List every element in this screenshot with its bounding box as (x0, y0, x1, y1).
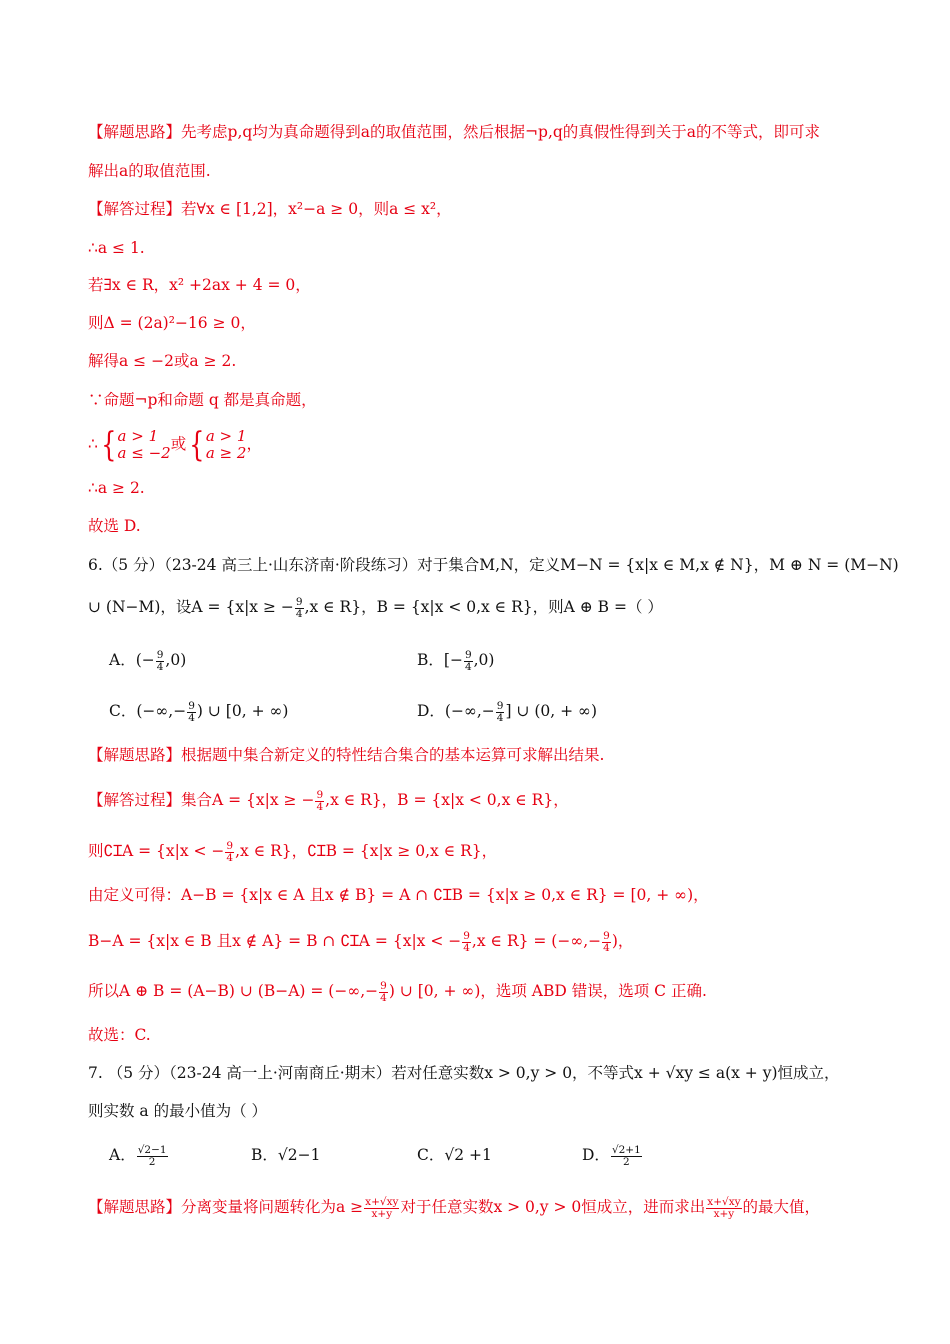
solution6-process-line1: 【解答过程】集合A = {x|x ≥ − $\frac{9}{4}$ ,x ∈ R}，B = {x|x < 0,x ∈ R}， (88, 788, 569, 813)
solution5-since: ∵命题¬p和命题 q 都是真命题， (88, 391, 317, 409)
inequality-system-2: { a > 1 a ≥ 2 (189, 425, 247, 465)
solution5-result: ∴a ≥ 2. (88, 479, 145, 497)
solution5-answer: 故选 D. (88, 517, 141, 535)
q7-option-d[interactable]: D． $\frac{√2+1}{2}$ (582, 1143, 641, 1168)
solution6-conclusion: 所以A ⊕ B = (A−B) ∪ (B−A) = (−∞,− $\frac{9}{4}$ ) ∪ [0, + ∞)，选项 ABD 错误，选项 C 正确. (88, 979, 707, 1004)
solution5-solve: 解得a ≤ −2或a ≥ 2. (88, 352, 237, 370)
q6-option-b[interactable]: B．[− $\frac{9}{4}$ ,0) (417, 648, 495, 673)
solution6-complements: 则∁ꞮA = {x|x < − $\frac{9}{4}$ ,x ∈ R}，∁ꞮB = {x|x ≥ 0,x ∈ R}， (88, 839, 498, 864)
process-label: 【解答过程】 (88, 791, 182, 809)
q7-option-c[interactable]: C．√2 +1 (417, 1146, 492, 1164)
solution5-exists: 若∃x ∈ R，x² +2ax + 4 = 0， (88, 276, 311, 294)
idea-label: 【解题思路】 (88, 1198, 182, 1216)
q6-option-c[interactable]: C．(−∞,− $\frac{9}{4}$ ) ∪ [0, + ∞) (109, 699, 289, 724)
q6-option-d[interactable]: D．(−∞,− $\frac{9}{4}$ ] ∪ (0, + ∞) (417, 699, 598, 724)
solution5-idea-line1: 【解题思路】先考虑p,q均为真命题得到a的取值范围，然后根据¬p,q的真假性得到关于a的不等式，即可求 (88, 123, 821, 141)
q7-option-b[interactable]: B．√2−1 (251, 1146, 321, 1164)
solution5-system: ∴ { a > 1 a ≤ −2 或 { a > 1 a ≥ 2 ， (88, 425, 262, 465)
q6-stem-line2: ∪ (N−M)，设A = {x|x ≥ − $\frac{9}{4}$ ,x ∈ R}，B = {x|x < 0,x ∈ R}，则A ⊕ B =（ ） (88, 595, 663, 620)
q7-option-a[interactable]: A． $\frac{√2-1}{2}$ (109, 1143, 167, 1168)
idea-label: 【解题思路】 (88, 746, 182, 764)
solution6-a-minus-b: 由定义可得：A−B = {x|x ∈ A 且x ∉ B} = A ∩ ∁ꞮB = {x|x ≥ 0,x ∈ R} = [0, + ∞)， (88, 886, 709, 904)
solution6-idea: 【解题思路】根据题中集合新定义的特性结合集合的基本运算可求解出结果. (88, 746, 605, 764)
q6-stem-line1: 6.（5 分）（23-24 高三上·山东济南·阶段练习）对于集合M,N，定义M−N = {x|x ∈ M,x ∉ N}，M ⊕ N = (M−N) (88, 556, 899, 574)
q7-stem-line1: 7. （5 分）（23-24 高一上·河南商丘·期末）若对任意实数x > 0,y > 0，不等式x + √xy ≤ a(x + y)恒成立， (88, 1064, 840, 1082)
solution5-process-line1: 【解答过程】若∀x ∈ [1,2]，x²−a ≥ 0，则a ≤ x²， (88, 200, 452, 218)
inequality-system-1: { a > 1 a ≤ −2 (101, 425, 171, 465)
solution6-b-minus-a: B−A = {x|x ∈ B 且x ∉ A} = B ∩ ∁ꞮA = {x|x < − $\frac{9}{4}$ ,x ∈ R} = (−∞,− $\frac{9}{4}$ )， (88, 929, 634, 954)
q7-stem-line2: 则实数 a 的最小值为（ ） (88, 1102, 268, 1120)
solution7-idea: 【解题思路】分离变量将问题转化为a ≥ $\frac{x+√xy}{x+y}$ 对于任意实数x > 0,y > 0恒成立，进而求出 $\frac{x+√xy}{x+y}$ 的最大值， (88, 1195, 821, 1220)
solution6-answer: 故选：C. (88, 1026, 151, 1044)
solution5-a-le-1: ∴a ≤ 1. (88, 239, 145, 257)
fraction-9-4: $\frac{9}{4}$ (295, 595, 303, 620)
fraction-expr: $\frac{x+√xy}{x+y}$ (707, 1195, 741, 1220)
process-label: 【解答过程】 (88, 200, 182, 218)
solution5-delta: 则Δ = (2a)²−16 ≥ 0， (88, 314, 256, 332)
solution5-idea-line2: 解出a的取值范围. (88, 162, 211, 180)
q6-option-a[interactable]: A．(− $\frac{9}{4}$ ,0) (109, 648, 187, 673)
idea-label: 【解题思路】 (88, 123, 182, 141)
fraction-expr: $\frac{x+√xy}{x+y}$ (365, 1195, 399, 1220)
